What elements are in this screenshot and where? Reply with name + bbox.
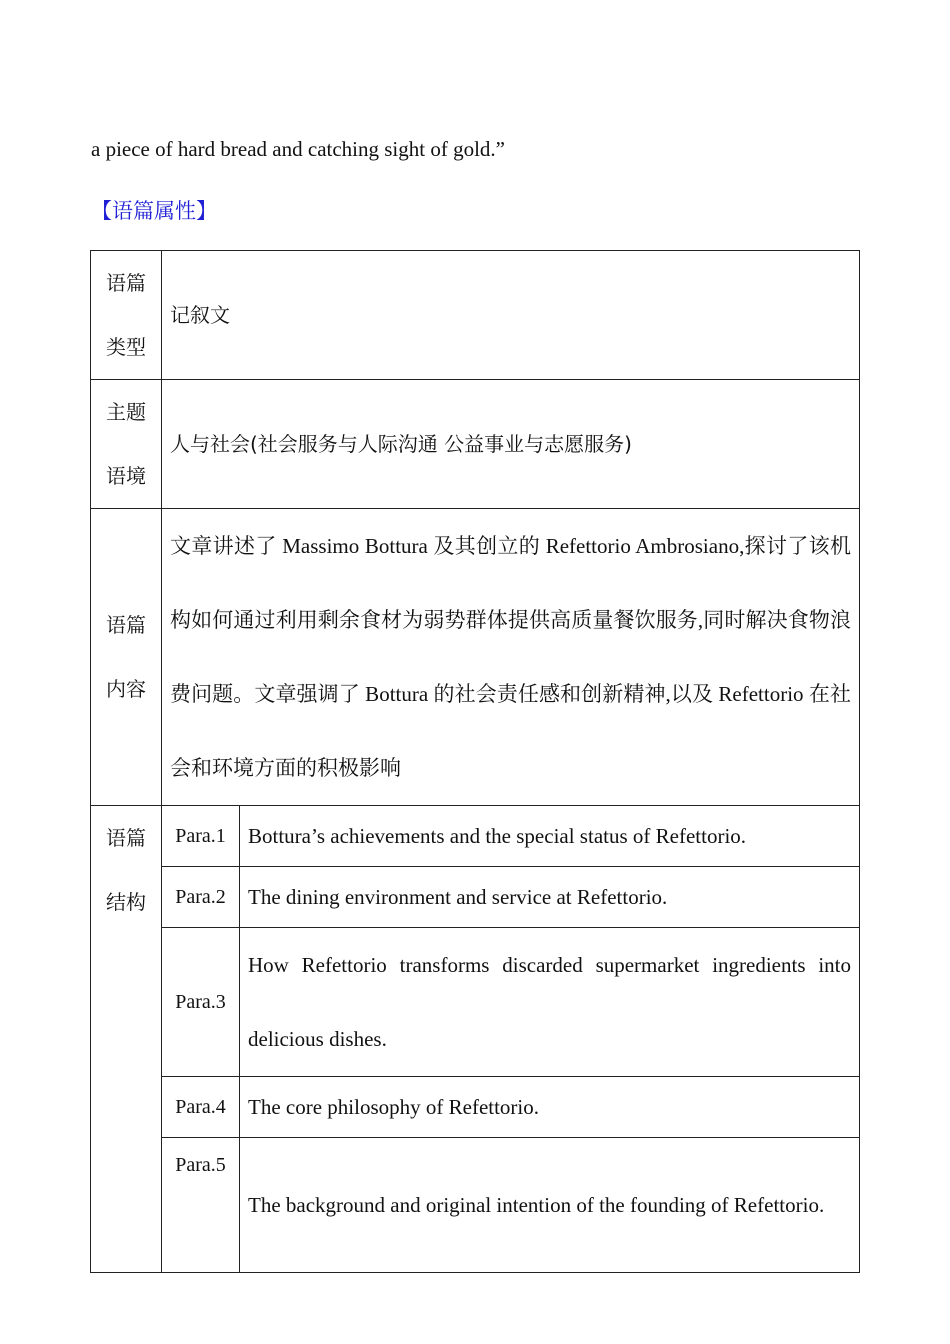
content-value: 文章讲述了 Massimo Bottura 及其创立的 Refettorio Ambrosiano,探讨了该机构如何通过利用剩余食材为弱势群体提供高质量餐饮服务,同时解决食物浪费问题。文章强调了 Bottura 的社会责任感和创新精神,以及 Refettorio 在社会和环境方面的积极影响 [162, 509, 860, 806]
para-description: The dining environment and service at Refettorio. [240, 867, 860, 928]
para-label: Para.2 [162, 867, 240, 928]
genre-label [91, 251, 162, 380]
section-heading: 【语篇属性】 [91, 199, 217, 223]
content-row [91, 509, 860, 806]
structure-row-3 [91, 928, 860, 1077]
para-description: The core philosophy of Refettorio. [240, 1077, 860, 1138]
content-label [91, 509, 162, 806]
para-description: The background and original intention of the founding of Refettorio. [240, 1138, 860, 1273]
structure-row-1 [91, 806, 860, 867]
structure-row-5 [91, 1138, 860, 1273]
genre-value: 记叙文 [162, 251, 860, 380]
para-description: Bottura’s achievements and the special status of Refettorio. [240, 806, 860, 867]
intro-text: a piece of hard bread and catching sight of gold.” [91, 137, 506, 161]
para-label: Para.4 [162, 1077, 240, 1138]
theme-label [91, 380, 162, 509]
structure-label [91, 806, 162, 1273]
structure-label-line1: 语篇 [106, 826, 146, 850]
genre-row [91, 251, 860, 380]
theme-row [91, 380, 860, 509]
content-label-line1: 语篇 [106, 613, 146, 637]
theme-label-line1: 主题 [106, 400, 146, 424]
genre-label-line2: 类型 [106, 335, 146, 359]
para-label: Para.3 [162, 928, 240, 1077]
structure-row-4 [91, 1077, 860, 1138]
para-label: Para.5 [162, 1138, 240, 1273]
structure-row-2 [91, 867, 860, 928]
para-description: How Refettorio transforms discarded supermarket ingredients into delicious dishes. [240, 928, 860, 1077]
structure-label-line2: 结构 [106, 890, 146, 914]
content-label-line2: 内容 [106, 677, 146, 701]
theme-value: 人与社会(社会服务与人际沟通 公益事业与志愿服务) [162, 380, 860, 509]
para-label: Para.1 [162, 806, 240, 867]
text-attributes-table [90, 250, 860, 1273]
genre-label-line1: 语篇 [106, 271, 146, 295]
theme-label-line2: 语境 [106, 464, 146, 488]
